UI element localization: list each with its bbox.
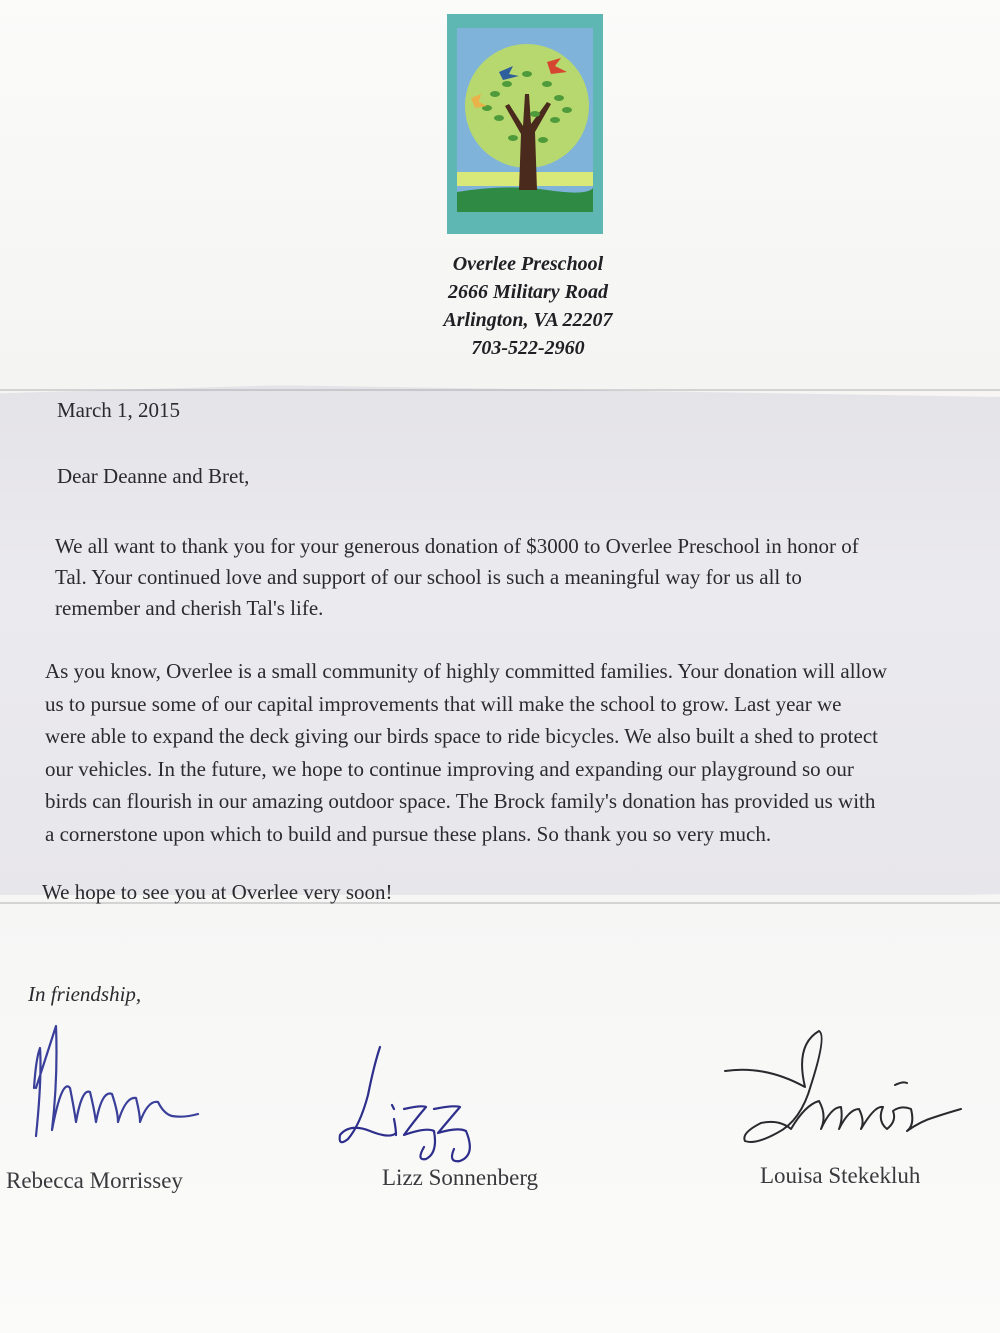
- closing-line: We hope to see you at Overlee very soon!: [42, 880, 393, 904]
- paragraph-1-line: remember and cherish Tal's life.: [55, 596, 324, 620]
- paragraph-2-line: a cornerstone upon which to build and pursue these plans. So thank you so very much.: [45, 821, 772, 846]
- school-phone: 703-522-2960: [471, 337, 585, 359]
- paragraph-2-line: us to pursue some of our capital improvements that will make the school to grow. Last year we: [45, 691, 842, 716]
- paragraph-2-line: birds can flourish in our amazing outdoor space. The Brock family's donation has provided us with: [45, 789, 876, 813]
- signature-louisa: [715, 1025, 975, 1155]
- paragraph-2-line: were able to expand the deck giving our birds space to ride bicycles. We also built a shed to protect: [45, 724, 878, 748]
- fold-crease-top: [0, 389, 1000, 391]
- paragraph-2-line: As you know, Overlee is a small community of highly committed families. Your donation will allow: [45, 659, 888, 683]
- salutation: Dear Deanne and Bret,: [57, 464, 250, 488]
- school-street: 2666 Military Road: [447, 281, 608, 303]
- school-name: Overlee Preschool: [452, 253, 604, 275]
- school-city: Arlington, VA 22207: [443, 309, 613, 331]
- paragraph-2-line: our vehicles. In the future, we hope to continue improving and expanding our playground so our: [45, 756, 854, 781]
- signature-lizz: [330, 1035, 500, 1165]
- signature-rebecca: [22, 1018, 212, 1148]
- signer-name: Louisa Stekekluh: [760, 1163, 921, 1188]
- tree-with-birds-icon: [447, 14, 603, 234]
- paragraph-2: [45, 655, 887, 850]
- signer-name: Rebecca Morrissey: [6, 1168, 183, 1193]
- paragraph-1-line: Tal. Your continued love and support of our school is such a meaningful way for us all to: [55, 565, 802, 589]
- sign-off: In friendship,: [28, 982, 142, 1006]
- letter-date: March 1, 2015: [57, 398, 181, 422]
- paragraph-1-line: We all want to thank you for your generous donation of $3000 to Overlee Preschool in honor of: [55, 534, 859, 558]
- signer-name: Lizz Sonnenberg: [382, 1165, 539, 1190]
- paragraph-1: [55, 531, 859, 624]
- letterhead: [390, 250, 666, 362]
- logo-bottom-band: [457, 212, 593, 218]
